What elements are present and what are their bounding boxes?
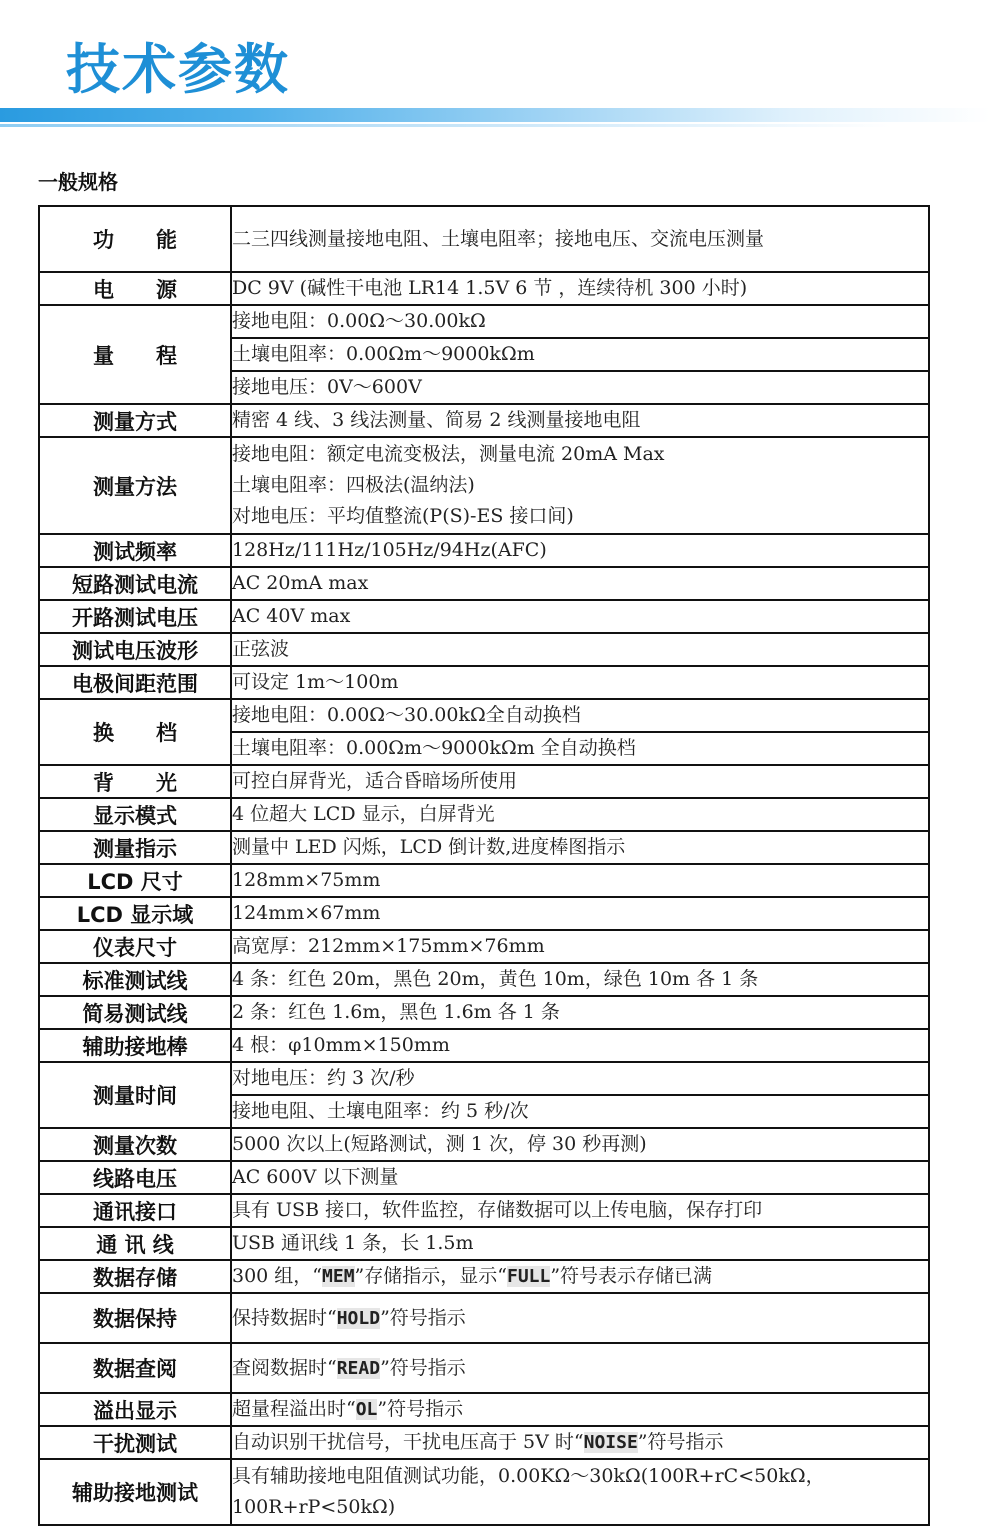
spec-label: 测量方法 xyxy=(39,437,231,534)
table-row xyxy=(39,963,929,996)
spec-value-line: 测量中 LED 闪烁，LCD 倒计数,进度棒图指示 xyxy=(232,836,626,858)
table-row xyxy=(39,1062,929,1095)
spec-label: 数据存储 xyxy=(39,1260,231,1293)
spec-value-line: 5000 次以上(短路测试，测 1 次，停 30 秒再测) xyxy=(232,1133,647,1155)
spec-value-line: 二三四线测量接地电阻、土壤电阻率；接地电压、交流电压测量 xyxy=(232,227,765,250)
spec-label: 简易测试线 xyxy=(39,996,231,1029)
spec-label: 线路电压 xyxy=(39,1161,231,1194)
spec-value-line: 土壤电阻率：四极法(温纳法) xyxy=(232,474,475,496)
spec-text: 自动识别干扰信号，干扰电压高于 5V 时“ xyxy=(232,1431,584,1453)
spec-value xyxy=(231,371,929,404)
spec-value-line: AC 20mA max xyxy=(232,572,369,594)
spec-label: 辅助接地棒 xyxy=(39,1029,231,1062)
spec-value xyxy=(231,1343,929,1393)
spec-value-line: 4 条：红色 20m，黑色 20m，黄色 10m，绿色 10m 各 1 条 xyxy=(232,968,759,990)
spec-value-line: 土壤电阻率：0.00Ωm～9000kΩm 全自动换档 xyxy=(232,737,636,759)
spec-value-line: 4 位超大 LCD 显示，白屏背光 xyxy=(232,803,495,825)
spec-text: 保持数据时“ xyxy=(232,1306,337,1329)
spec-label: 换 档 xyxy=(39,699,231,765)
spec-value-line: 可设定 1m～100m xyxy=(232,671,399,693)
spec-label: 通讯接口 xyxy=(39,1194,231,1227)
spec-value xyxy=(231,305,929,338)
spec-value-line: 可控白屏背光，适合昏暗场所使用 xyxy=(232,770,518,792)
spec-value xyxy=(231,930,929,963)
table-row xyxy=(39,996,929,1029)
spec-value-line: 128Hz/111Hz/105Hz/94Hz(AFC) xyxy=(232,539,547,561)
section-heading: 一般规格 xyxy=(38,170,118,194)
spec-value xyxy=(231,1062,929,1095)
spec-value xyxy=(231,338,929,371)
spec-value-line: AC 40V max xyxy=(232,605,351,627)
spec-text: ”符号指示 xyxy=(637,1431,724,1453)
spec-label: 数据查阅 xyxy=(39,1343,231,1393)
table-row xyxy=(39,765,929,798)
spec-label: 量 程 xyxy=(39,305,231,404)
spec-value-line: USB 通讯线 1 条，长 1.5m xyxy=(232,1232,474,1254)
page-title: 技术参数 xyxy=(66,38,290,101)
spec-value xyxy=(231,272,929,305)
spec-value xyxy=(231,1194,929,1227)
spec-label: 仪表尺寸 xyxy=(39,930,231,963)
spec-value xyxy=(231,831,929,864)
spec-label: 通 讯 线 xyxy=(39,1227,231,1260)
indicator-code: NOISE xyxy=(583,1432,638,1453)
table-row xyxy=(39,1393,929,1426)
table-row xyxy=(39,534,929,567)
spec-label: 功 能 xyxy=(39,206,231,272)
spec-value-line: AC 600V 以下测量 xyxy=(232,1166,399,1188)
spec-label: 标准测试线 xyxy=(39,963,231,996)
indicator-code: HOLD xyxy=(336,1307,381,1329)
spec-label: 显示模式 xyxy=(39,798,231,831)
indicator-code: READ xyxy=(336,1357,381,1379)
table-row xyxy=(39,567,929,600)
table-row xyxy=(39,1227,929,1260)
spec-value xyxy=(231,963,929,996)
table-row xyxy=(39,897,929,930)
spec-value-line: 128mm×75mm xyxy=(232,869,381,891)
spec-label: 电极间距范围 xyxy=(39,666,231,699)
spec-value xyxy=(231,206,929,272)
spec-value xyxy=(231,1095,929,1128)
spec-label: 短路测试电流 xyxy=(39,567,231,600)
table-row xyxy=(39,1343,929,1393)
spec-value xyxy=(231,897,929,930)
table-row xyxy=(39,1459,929,1525)
spec-value-line xyxy=(232,1261,928,1292)
spec-value-line: 高宽厚：212mm×175mm×76mm xyxy=(232,935,545,957)
spec-value-line: 具有 USB 接口，软件监控，存储数据可以上传电脑，保存打印 xyxy=(232,1199,763,1221)
spec-value-line: 4 根：φ10mm×150mm xyxy=(232,1034,450,1056)
title-underline-band xyxy=(0,108,990,122)
spec-table xyxy=(38,205,930,1526)
indicator-code: MEM xyxy=(322,1266,355,1287)
table-row xyxy=(39,1161,929,1194)
spec-text: ”符号指示 xyxy=(377,1398,464,1420)
spec-value xyxy=(231,699,929,732)
spec-label: 测试电压波形 xyxy=(39,633,231,666)
table-row xyxy=(39,1029,929,1062)
spec-value-line: 接地电阻：0.00Ω～30.00kΩ xyxy=(232,310,486,332)
spec-value xyxy=(231,633,929,666)
spec-value-line xyxy=(232,1353,928,1384)
spec-value xyxy=(231,1393,929,1426)
spec-value xyxy=(231,1293,929,1343)
spec-value xyxy=(231,798,929,831)
table-row xyxy=(39,1260,929,1293)
spec-value xyxy=(231,1128,929,1161)
spec-label: LCD 尺寸 xyxy=(39,864,231,897)
spec-label: 辅助接地测试 xyxy=(39,1459,231,1525)
spec-text: 查阅数据时“ xyxy=(232,1356,337,1379)
table-row xyxy=(39,206,929,272)
indicator-code: OL xyxy=(355,1399,378,1420)
spec-value-line: 接地电阻、土壤电阻率：约 5 秒/次 xyxy=(232,1100,529,1122)
spec-value xyxy=(231,600,929,633)
table-row xyxy=(39,1426,929,1459)
spec-value xyxy=(231,404,929,437)
spec-label: 开路测试电压 xyxy=(39,600,231,633)
spec-value-line: 对地电压：平均值整流(P(S)-ES 接口间) xyxy=(232,505,574,527)
table-row xyxy=(39,666,929,699)
spec-value-line: 具有辅助接地电阻值测试功能，0.00KΩ～30kΩ(100R+rC<50kΩ，100R+rP<50kΩ) xyxy=(232,1465,825,1518)
spec-label: 测量时间 xyxy=(39,1062,231,1128)
table-row xyxy=(39,699,929,732)
table-row xyxy=(39,272,929,305)
title-underline-thin xyxy=(0,124,990,127)
spec-value xyxy=(231,1161,929,1194)
spec-label: LCD 显示域 xyxy=(39,897,231,930)
spec-value xyxy=(231,567,929,600)
spec-text: ”符号指示 xyxy=(380,1356,466,1379)
spec-text: 超量程溢出时“ xyxy=(232,1398,356,1420)
spec-value xyxy=(231,732,929,765)
spec-label: 测量次数 xyxy=(39,1128,231,1161)
spec-value xyxy=(231,765,929,798)
spec-value xyxy=(231,437,929,534)
table-row xyxy=(39,633,929,666)
table-row xyxy=(39,831,929,864)
spec-value-line: 接地电阻：额定电流变极法，测量电流 20mA Max xyxy=(232,443,665,465)
spec-label: 测试频率 xyxy=(39,534,231,567)
spec-text: ”符号表示存储已满 xyxy=(550,1265,713,1287)
table-row xyxy=(39,930,929,963)
spec-value xyxy=(231,1426,929,1459)
spec-label: 背 光 xyxy=(39,765,231,798)
spec-text: 300 组，“ xyxy=(232,1265,323,1287)
spec-value xyxy=(231,666,929,699)
spec-value-line: 接地电阻：0.00Ω～30.00kΩ全自动换档 xyxy=(232,704,581,726)
spec-value-line xyxy=(232,1303,928,1334)
spec-value-line: 土壤电阻率：0.00Ωm～9000kΩm xyxy=(232,343,535,365)
spec-value-line xyxy=(232,1394,928,1425)
spec-label: 测量指示 xyxy=(39,831,231,864)
table-row xyxy=(39,404,929,437)
spec-value-line: DC 9V (碱性干电池 LR14 1.5V 6 节 ，连续待机 300 小时) xyxy=(232,277,748,299)
spec-value-line: 正弦波 xyxy=(232,638,290,660)
spec-value-line: 精密 4 线、3 线法测量、简易 2 线测量接地电阻 xyxy=(232,409,641,431)
spec-value-line: 接地电压：0V～600V xyxy=(232,376,422,398)
spec-value-line xyxy=(232,1427,928,1458)
indicator-code: FULL xyxy=(506,1266,551,1287)
table-row xyxy=(39,305,929,338)
spec-value xyxy=(231,1227,929,1260)
spec-label: 干扰测试 xyxy=(39,1426,231,1459)
spec-value-line: 对地电压：约 3 次/秒 xyxy=(232,1067,415,1089)
spec-value-line: 124mm×67mm xyxy=(232,902,381,924)
table-row xyxy=(39,600,929,633)
table-row xyxy=(39,437,929,534)
spec-value xyxy=(231,1029,929,1062)
table-row xyxy=(39,1128,929,1161)
spec-value xyxy=(231,1459,929,1525)
table-row xyxy=(39,864,929,897)
spec-label: 测量方式 xyxy=(39,404,231,437)
spec-label: 电 源 xyxy=(39,272,231,305)
table-row xyxy=(39,798,929,831)
table-row xyxy=(39,1194,929,1227)
spec-label: 数据保持 xyxy=(39,1293,231,1343)
table-row xyxy=(39,1293,929,1343)
spec-value xyxy=(231,996,929,1029)
spec-value-line: 2 条：红色 1.6m，黑色 1.6m 各 1 条 xyxy=(232,1001,560,1023)
spec-text: ”符号指示 xyxy=(380,1306,466,1329)
spec-label: 溢出显示 xyxy=(39,1393,231,1426)
spec-value xyxy=(231,534,929,567)
spec-value xyxy=(231,864,929,897)
spec-value xyxy=(231,1260,929,1293)
spec-text: ”存储指示，显示“ xyxy=(354,1265,507,1287)
